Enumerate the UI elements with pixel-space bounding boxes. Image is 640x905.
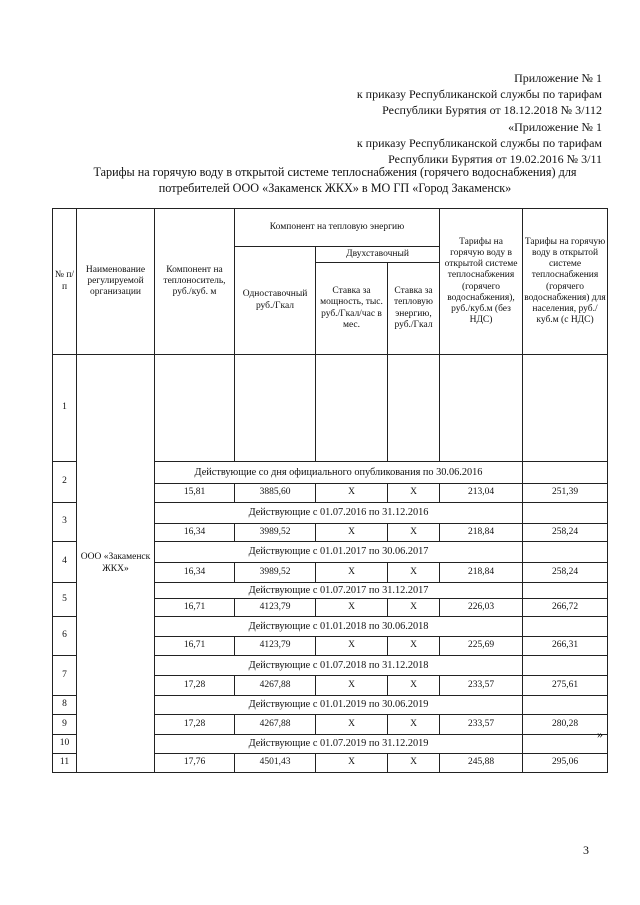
header-cell [155, 355, 235, 462]
header-line: Республики Бурятия от 19.02.2016 № 3/11 [388, 152, 602, 167]
row-number: 10 [53, 735, 77, 754]
period-label: Действующие с 01.07.2017 по 31.12.2017 [155, 583, 523, 599]
header-energy-component: Компонент на тепловую энергию [235, 209, 440, 247]
empty-cell [523, 617, 608, 637]
tariff-population-value: 266,31 [523, 637, 608, 656]
carrier-value: 17,28 [155, 715, 235, 735]
tariff-without-vat-value: 245,88 [440, 754, 523, 773]
period-label: Действующие с 01.07.2019 по 31.12.2019 [155, 735, 523, 754]
empty-cell [523, 542, 608, 563]
power-rate-value: X [316, 484, 388, 503]
row-number: 7 [53, 656, 77, 696]
row-number: 8 [53, 696, 77, 715]
period-label: Действующие с 01.01.2017 по 30.06.2017 [155, 542, 523, 563]
one-rate-value: 4501,43 [235, 754, 316, 773]
tariff-population-value: 266,72 [523, 599, 608, 617]
power-rate-value: X [316, 637, 388, 656]
empty-cell [523, 656, 608, 676]
power-rate-value: X [316, 599, 388, 617]
one-rate-value: 3885,60 [235, 484, 316, 503]
carrier-value: 16,34 [155, 563, 235, 583]
row-number: 5 [53, 583, 77, 617]
header-cell [235, 355, 316, 462]
tariff-without-vat-value: 226,03 [440, 599, 523, 617]
row-number: 1 [53, 355, 77, 462]
header-line: Приложение № 1 [514, 71, 602, 85]
tariff-population-value: 258,24 [523, 524, 608, 542]
tariff-population-value: 275,61 [523, 676, 608, 696]
header-line: к приказу Республиканской службы по тарифам [356, 87, 602, 102]
tariff-without-vat-value: 218,84 [440, 524, 523, 542]
empty-cell [523, 583, 608, 599]
empty-cell [523, 462, 608, 484]
tariff-population-value: 258,24 [523, 563, 608, 583]
power-rate-value: X [316, 524, 388, 542]
period-label: Действующие с 01.01.2019 по 30.06.2019 [155, 696, 523, 715]
power-rate-value: X [316, 676, 388, 696]
heat-rate-value: X [388, 676, 440, 696]
one-rate-value: 4267,88 [235, 676, 316, 696]
tariff-without-vat-value: 233,57 [440, 676, 523, 696]
header-line: «Приложение № 1 [508, 119, 602, 134]
header-two-rate: Двухставочный [316, 247, 440, 263]
power-rate-value: X [316, 715, 388, 735]
power-rate-value: X [316, 754, 388, 773]
heat-rate-value: X [388, 599, 440, 617]
row-number: 3 [53, 503, 77, 542]
one-rate-value: 4267,88 [235, 715, 316, 735]
header-organization: Наименование регулируемой организации [77, 209, 155, 355]
one-rate-value: 3989,52 [235, 524, 316, 542]
period-label: Действующие с 01.07.2018 по 31.12.2018 [155, 656, 523, 676]
tariff-population-value: 280,28 [523, 715, 608, 735]
heat-rate-value: X [388, 563, 440, 583]
document-title [60, 164, 610, 196]
header-cell [316, 355, 388, 462]
row-number: 11 [53, 754, 77, 773]
header-one-rate: Одноставочный руб./Гкал [235, 247, 316, 355]
tariff-without-vat-value: 213,04 [440, 484, 523, 503]
header-cell [440, 355, 523, 462]
title-line: потребителей ООО «Закаменск ЖКХ» в МО ГП «Город Закаменск» [158, 181, 512, 195]
header-cell [388, 355, 440, 462]
header-carrier-component: Компонент на теплоноситель, руб./куб. м [155, 209, 235, 355]
tariff-without-vat-value: 218,84 [440, 563, 523, 583]
page-number: 3 [583, 843, 589, 857]
period-label: Действующие со дня официального опубликования по 30.06.2016 [155, 462, 523, 484]
title-line: Тарифы на горячую воду в открытой системе теплоснабжения (горячего водоснабжения) для [93, 165, 577, 179]
heat-rate-value: X [388, 715, 440, 735]
tariff-without-vat-value: 233,57 [440, 715, 523, 735]
header-line: к приказу Республиканской службы по тарифам [356, 135, 602, 150]
row-number: 9 [53, 715, 77, 735]
order-header [357, 70, 602, 167]
header-heat-rate: Ставка за тепловую энергию, руб./Гкал [388, 263, 440, 355]
empty-cell [523, 696, 608, 715]
row-number: 2 [53, 462, 77, 503]
one-rate-value: 4123,79 [235, 599, 316, 617]
period-label: Действующие с 01.07.2016 по 31.12.2016 [155, 503, 523, 524]
heat-rate-value: X [388, 524, 440, 542]
carrier-value: 15,81 [155, 484, 235, 503]
power-rate-value: X [316, 563, 388, 583]
row-number: 6 [53, 617, 77, 656]
tariff-population-value: 295,06 [523, 754, 608, 773]
heat-rate-value: X [388, 484, 440, 503]
header-cell [523, 355, 608, 462]
header-number: № п/п [53, 209, 77, 355]
header-tariff-population: Тарифы на горячую воду в открытой системе теплоснабжения (горячего водоснабжения) для населения, руб./куб.м (с НДС) [523, 209, 608, 355]
tariff-table [52, 208, 608, 773]
period-label: Действующие с 01.01.2018 по 30.06.2018 [155, 617, 523, 637]
carrier-value: 17,28 [155, 676, 235, 696]
row-number: 4 [53, 542, 77, 583]
heat-rate-value: X [388, 637, 440, 656]
carrier-value: 16,71 [155, 599, 235, 617]
heat-rate-value: X [388, 754, 440, 773]
carrier-value: 16,34 [155, 524, 235, 542]
empty-cell [523, 735, 608, 754]
carrier-value: 17,76 [155, 754, 235, 773]
carrier-value: 16,71 [155, 637, 235, 656]
one-rate-value: 3989,52 [235, 563, 316, 583]
header-line: Республики Бурятия от 18.12.2018 № 3/112 [382, 103, 602, 118]
header-tariff-without-vat: Тарифы на горячую воду в открытой системе теплоснабжения (горячего водоснабжения), руб./куб.м (без НДС) [440, 209, 523, 355]
one-rate-value: 4123,79 [235, 637, 316, 656]
header-power-rate: Ставка за мощность, тыс. руб./Гкал/час в мес. [316, 263, 388, 355]
tariff-population-value: 251,39 [523, 484, 608, 503]
tariff-without-vat-value: 225,69 [440, 637, 523, 656]
organization-name: ООО «Закаменск ЖКХ» [77, 355, 155, 773]
closing-quote: » [597, 727, 603, 741]
empty-cell [523, 503, 608, 524]
